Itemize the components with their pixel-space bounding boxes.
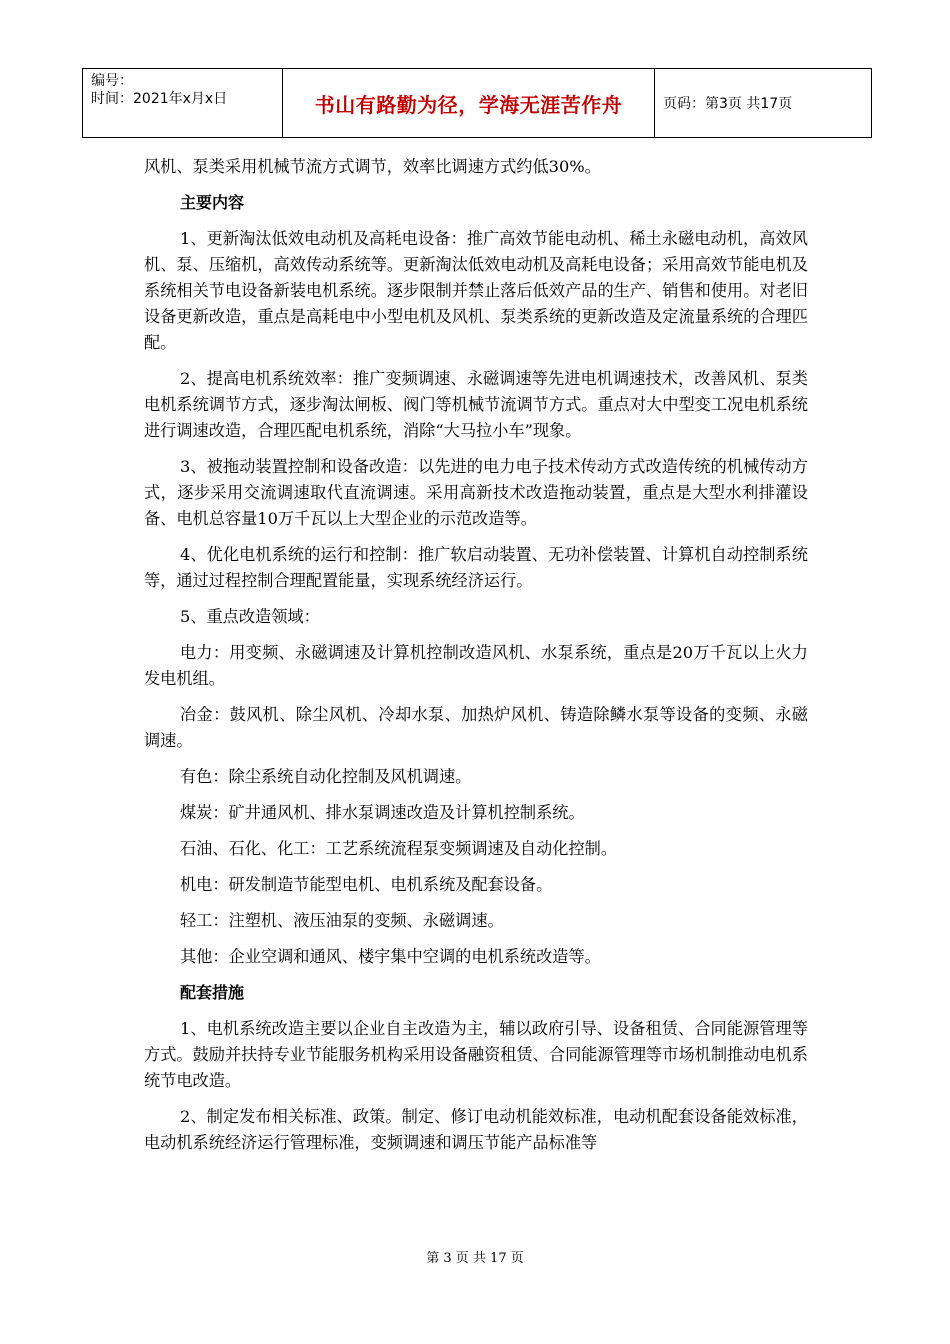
header-meta	[83, 69, 283, 137]
paragraph-coal: 煤炭：矿井通风机、排水泵调速改造及计算机控制系统。	[180, 803, 585, 822]
paragraph-nonferrous: 有色：除尘系统自动化控制及风机调速。	[180, 767, 472, 786]
paragraph-support-1: 1、电机系统改造主要以企业自主改造为主，辅以政府引导、设备租赁、合同能源管理等方式。鼓励并扶持专业节能服务机构采用设备融资租赁、合同能源管理等市场机制推动电机系统节电改造。	[144, 1019, 808, 1090]
paragraph-item-3: 3、被拖动装置控制和设备改造：以先进的电力电子技术传动方式改造传统的机械传动方式，逐步采用交流调速取代直流调速。采用高新技术改造拖动装置，重点是大型水利排灌设备、电机总容量10万千瓦以上大型企业的示范改造等。	[144, 457, 808, 528]
date-label: 时间：2021年x月x日	[91, 91, 228, 107]
paragraph-item-5: 5、重点改造领域：	[180, 607, 320, 626]
paragraph-item-2: 2、提高电机系统效率：推广变频调速、永磁调速等先进电机调速技术，改善风机、泵类电机系统调节方式，逐步淘汰闸板、阀门等机械节流调节方式。重点对大中型变工况电机系统进行调速改造，合理匹配电机系统，消除“大马拉小车”现象。	[144, 369, 808, 440]
section-heading-support: 配套措施	[180, 983, 245, 1002]
paragraph-metallurgy: 冶金：鼓风机、除尘风机、冷却水泵、加热炉风机、铸造除鳞水泵等设备的变频、永磁调速。	[144, 705, 808, 750]
paragraph-item-1: 1、更新淘汰低效电动机及高耗电设备：推广高效节能电动机、稀土永磁电动机，高效风机、泵、压缩机，高效传动系统等。更新淘汰低效电动机及高耗电设备；采用高效节能电机及系统相关节电设备新装电机系统。逐步限制并禁止落后低效产品的生产、销售和使用。对老旧设备更新改造，重点是高耗电中小型电机及风机、泵类系统的更新改造及定流量系统的合理匹配。	[144, 229, 808, 352]
paragraph-other: 其他：企业空调和通风、楼宇集中空调的电机系统改造等。	[180, 947, 601, 966]
paragraph-light: 轻工：注塑机、液压油泵的变频、永磁调速。	[180, 911, 504, 930]
paragraph-power: 电力：用变频、永磁调速及计算机控制改造风机、水泵系统，重点是20万千瓦以上火力发电机组。	[144, 643, 808, 688]
document-body	[144, 154, 808, 1166]
header-page-info: 页码：第3页 共17页	[663, 96, 793, 112]
header-motto: 书山有路勤为径，学海无涯苦作舟	[283, 69, 655, 137]
paragraph-item-4: 4、优化电机系统的运行和控制：推广软启动装置、无功补偿装置、计算机自动控制系统等，通过过程控制合理配置能量，实现系统经济运行。	[144, 545, 808, 590]
paragraph-petro: 石油、石化、化工：工艺系统流程泵变频调速及自动化控制。	[180, 839, 618, 858]
paragraph-support-2: 2、制定发布相关标准、政策。制定、修订电动机能效标准，电动机配套设备能效标准，电动机系统经济运行管理标准，变频调速和调压节能产品标准等	[144, 1107, 808, 1152]
page-footer: 第 3 页 共 17 页	[426, 1251, 524, 1266]
intro-paragraph: 风机、泵类采用机械节流方式调节，效率比调速方式约低30%。	[144, 157, 601, 176]
number-label: 编号：	[91, 73, 133, 89]
paragraph-mech: 机电：研发制造节能型电机、电机系统及配套设备。	[180, 875, 553, 894]
section-heading-main-content: 主要内容	[180, 193, 245, 212]
page-header	[82, 68, 872, 138]
